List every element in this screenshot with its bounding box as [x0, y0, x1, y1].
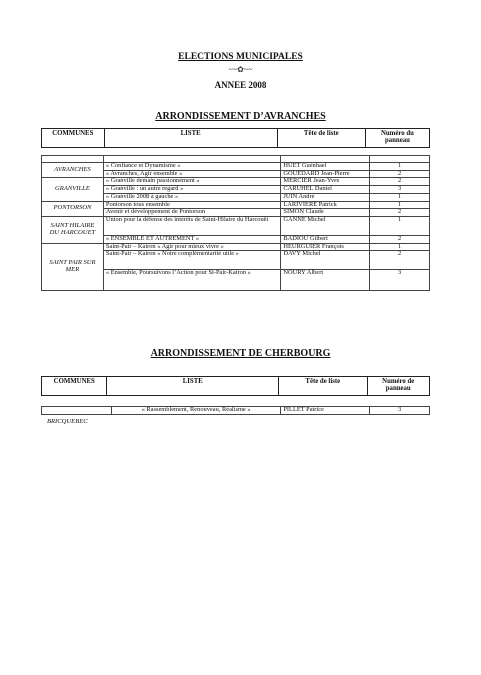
liste-cell: Union pour la défense des intérêts de Saint-Hilaire du Harcouët — [103, 217, 280, 236]
tete-cell: MERCIER Jean-Yves — [281, 178, 370, 186]
header-communes: COMMUNES — [42, 377, 107, 396]
commune-saint-hilaire: SAINT HILAIRE DU HARCOUET — [42, 217, 104, 244]
liste-cell: « Ensemble, Poursuivons l’Action pour St-Pair-Kairon » — [103, 270, 280, 291]
tete-cell: NOURY Albert — [281, 270, 370, 291]
table-row — [42, 217, 430, 236]
tete-cell: GANNE Michel — [281, 217, 370, 236]
header-tete-de-liste: Tête de liste — [279, 377, 367, 396]
avranches-header-table — [41, 128, 430, 148]
num-cell: 3 — [370, 186, 430, 194]
cherbourg-data-table — [41, 406, 430, 415]
commune-bricquebec: BRICQUEBEC — [47, 418, 88, 425]
num-cell: 2 — [370, 236, 430, 244]
document-title: ELECTIONS MUNICIPALES — [178, 52, 303, 62]
table-row — [42, 178, 430, 186]
liste-cell: « Granville demain passionnément » — [103, 178, 280, 186]
liste-cell: Saint-Pair – Kairon « Agir pour mieux vivre » — [103, 243, 280, 251]
table-row — [42, 163, 430, 171]
header-liste: LISTE — [104, 129, 277, 148]
avranches-section-title: ARRONDISSEMENT D’AVRANCHES — [155, 111, 326, 122]
tete-cell: BADIOU Gilbert — [281, 236, 370, 244]
spacer-row — [42, 156, 430, 163]
num-cell: 2 — [370, 209, 430, 217]
num-cell: 1 — [370, 201, 430, 209]
header-numero-panneau: Numéro de panneau — [367, 377, 429, 396]
num-cell: 1 — [370, 243, 430, 251]
tete-cell: JUIN André — [281, 193, 370, 201]
commune-empty-cell — [42, 407, 112, 415]
document-subtitle: ANNEE 2008 — [214, 80, 267, 90]
num-cell: 2 — [370, 251, 430, 270]
table-row — [42, 407, 430, 415]
num-cell: 1 — [370, 163, 430, 171]
num-cell: 1 — [370, 217, 430, 236]
num-cell: 1 — [370, 193, 430, 201]
tete-cell: SIMON Claude — [281, 209, 370, 217]
liste-cell: « Rassemblement, Renouveau, Réalisme » — [111, 407, 281, 415]
num-cell: 3 — [370, 270, 430, 291]
header-liste: LISTE — [107, 377, 279, 396]
tete-cell: GOUEDARD Jean-Pierre — [281, 170, 370, 178]
liste-cell: « Avranches, Agir ensemble » — [103, 170, 280, 178]
tete-cell: HUET Guénhael — [281, 163, 370, 171]
num-cell: 3 — [370, 407, 430, 415]
num-cell: 2 — [370, 178, 430, 186]
tete-cell: CARUHEL Daniel — [281, 186, 370, 194]
header-numero-panneau: Numéro du panneau — [365, 129, 429, 148]
liste-cell: « ENSEMBLE ET AUTREMENT » — [103, 236, 280, 244]
num-cell: 2 — [370, 170, 430, 178]
commune-saint-pair: SAINT PAIR SUR MER — [42, 243, 104, 291]
header-communes: COMMUNES — [42, 129, 105, 148]
cherbourg-header-table — [41, 376, 430, 396]
liste-cell: Saint-Pair – Kairon « Notre complémentarité utile » — [103, 251, 280, 270]
liste-cell: Avenir et développement de Pontorson — [103, 209, 280, 217]
commune-pontorson: PONTORSON — [42, 201, 104, 216]
cherbourg-section-title: ARRONDISSEMENT DE CHERBOURG — [150, 348, 331, 359]
commune-granville: GRANVILLE — [42, 178, 104, 201]
tete-cell: PILLET Patrice — [281, 407, 370, 415]
table-row — [42, 201, 430, 209]
liste-cell: « Granville : un autre regard » — [103, 186, 280, 194]
liste-cell: « Confiance et Dynamisme » — [103, 163, 280, 171]
ornament-divider: ~~✿~~ — [228, 65, 253, 74]
liste-cell: « Granville 2008 à gauche » — [103, 193, 280, 201]
tete-cell: HEURGUIER François — [281, 243, 370, 251]
avranches-data-table — [41, 155, 430, 291]
tete-cell: LARIVIERE Patrick — [281, 201, 370, 209]
commune-avranches: AVRANCHES — [42, 163, 104, 178]
header-tete-de-liste: Tête de liste — [277, 129, 365, 148]
tete-cell: DAVY Michel — [281, 251, 370, 270]
liste-cell: Pontorson tous ensemble — [103, 201, 280, 209]
